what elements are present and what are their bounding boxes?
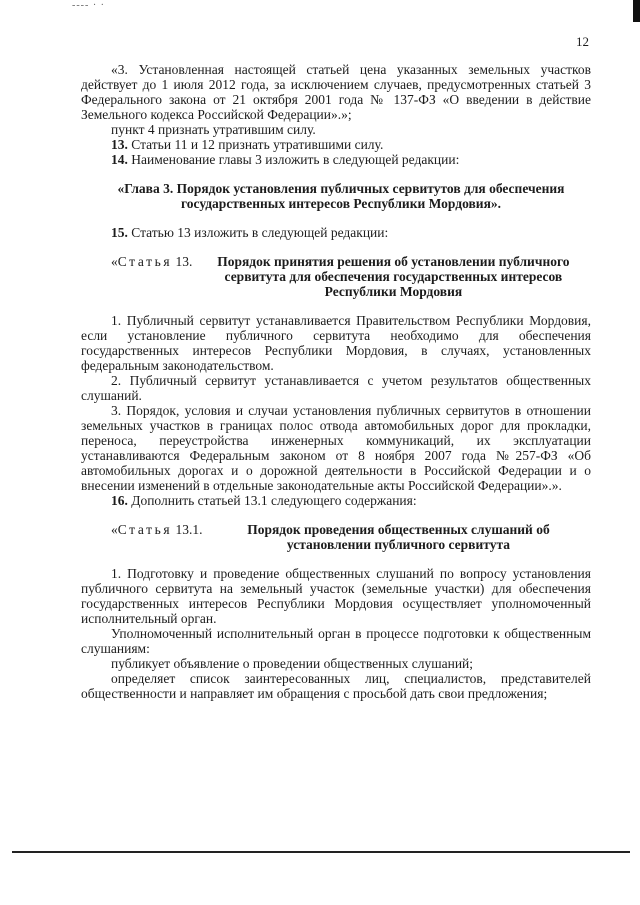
item-number: 15.	[111, 225, 128, 240]
document-body	[81, 62, 591, 701]
item-number: 13.	[111, 137, 128, 152]
paragraph-item-15	[81, 225, 591, 240]
paragraph-item-14	[81, 152, 591, 167]
item-text: Наименование главы 3 изложить в следующей редакции:	[127, 152, 460, 167]
article-label: «Статья 13.	[111, 254, 196, 269]
item-text: Дополнить статьей 13.1 следующего содержания:	[127, 493, 417, 508]
chapter-3-heading: «Глава 3. Порядок установления публичных сервитутов для обеспечения государственных интересов Республики Мордовия».	[117, 181, 565, 211]
article-13-1-publishes: публикует объявление о проведении общественных слушаний;	[111, 656, 474, 671]
article-13-1-determines: определяет список заинтересованных лиц, специалистов, представителей общественности и направляет им обращения с просьбой дать свои предложения;	[81, 671, 591, 701]
article-13-1-part-1: 1. Подготовку и проведение общественных слушаний по вопросу установления публичного сервитута на земельный участок (земельные участки) для обеспечения государственных интересов Республики Мордовия осуществляет уполномоченный исполнительный орган.	[81, 566, 591, 626]
scan-edge-mark	[633, 0, 640, 22]
article-13-1-title: Порядок проведения общественных слушаний об установлении публичного сервитута	[247, 522, 550, 552]
article-13-part-1: 1. Публичный сервитут устанавливается Правительством Республики Мордовия, если установление публичного сервитута необходимо для обеспечения государственных интересов Республики Мордовия, в случаях, установленных федеральным законодательством.	[81, 313, 591, 373]
article-13-1-header	[81, 522, 591, 552]
article-label: «Статья 13.1.	[111, 522, 206, 537]
item-text: Статьи 11 и 12 признать утратившими силу.	[127, 137, 384, 152]
item-number: 14.	[111, 152, 128, 167]
paragraph-item-16	[81, 493, 591, 508]
top-edge-marks: ---- · ·	[72, 0, 105, 11]
item-number: 16.	[111, 493, 128, 508]
article-13-title: Порядок принятия решения об установлении публичного сервитута для обеспечения государственных интересов Республики Мордовия	[217, 254, 570, 299]
item-text: Статью 13 изложить в следующей редакции:	[127, 225, 389, 240]
article-13-header	[81, 254, 591, 299]
paragraph-item-13	[81, 137, 591, 152]
article-13-part-3: 3. Порядок, условия и случаи установления публичных сервитутов в отношении земельных участков в границах полос отвода автомобильных дорог для прокладки, переноса, переустройства инженерных коммуникаций, их эксплуатации устанавливаются Федеральным законом от 8 ноября 2007 года №257-ФЗ «Об автомобильных дорогах и о дорожной деятельности в Российской Федерации и о внесении изменений в отдельные законодательные акты Российской Федерации».».	[81, 403, 591, 493]
bottom-rule	[12, 851, 630, 853]
paragraph-price-validity: «3. Установленная настоящей статьей цена указанных земельных участков действует до 1 июля 2012 года, за исключением случаев, предусмотренных статьей 3 Федерального закона от 21 октября 2001 года № 137-ФЗ «О введении в действие Земельного кодекса Российской Федерации».»;	[81, 62, 591, 122]
paragraph-point4-void: пункт 4 признать утратившим силу.	[111, 122, 316, 137]
article-13-part-2: 2. Публичный сервитут устанавливается с учетом результатов общественных слушаний.	[81, 373, 591, 403]
page-number: 12	[576, 34, 589, 49]
article-13-1-preparation: Уполномоченный исполнительный орган в процессе подготовки к общественным слушаниям:	[81, 626, 591, 656]
